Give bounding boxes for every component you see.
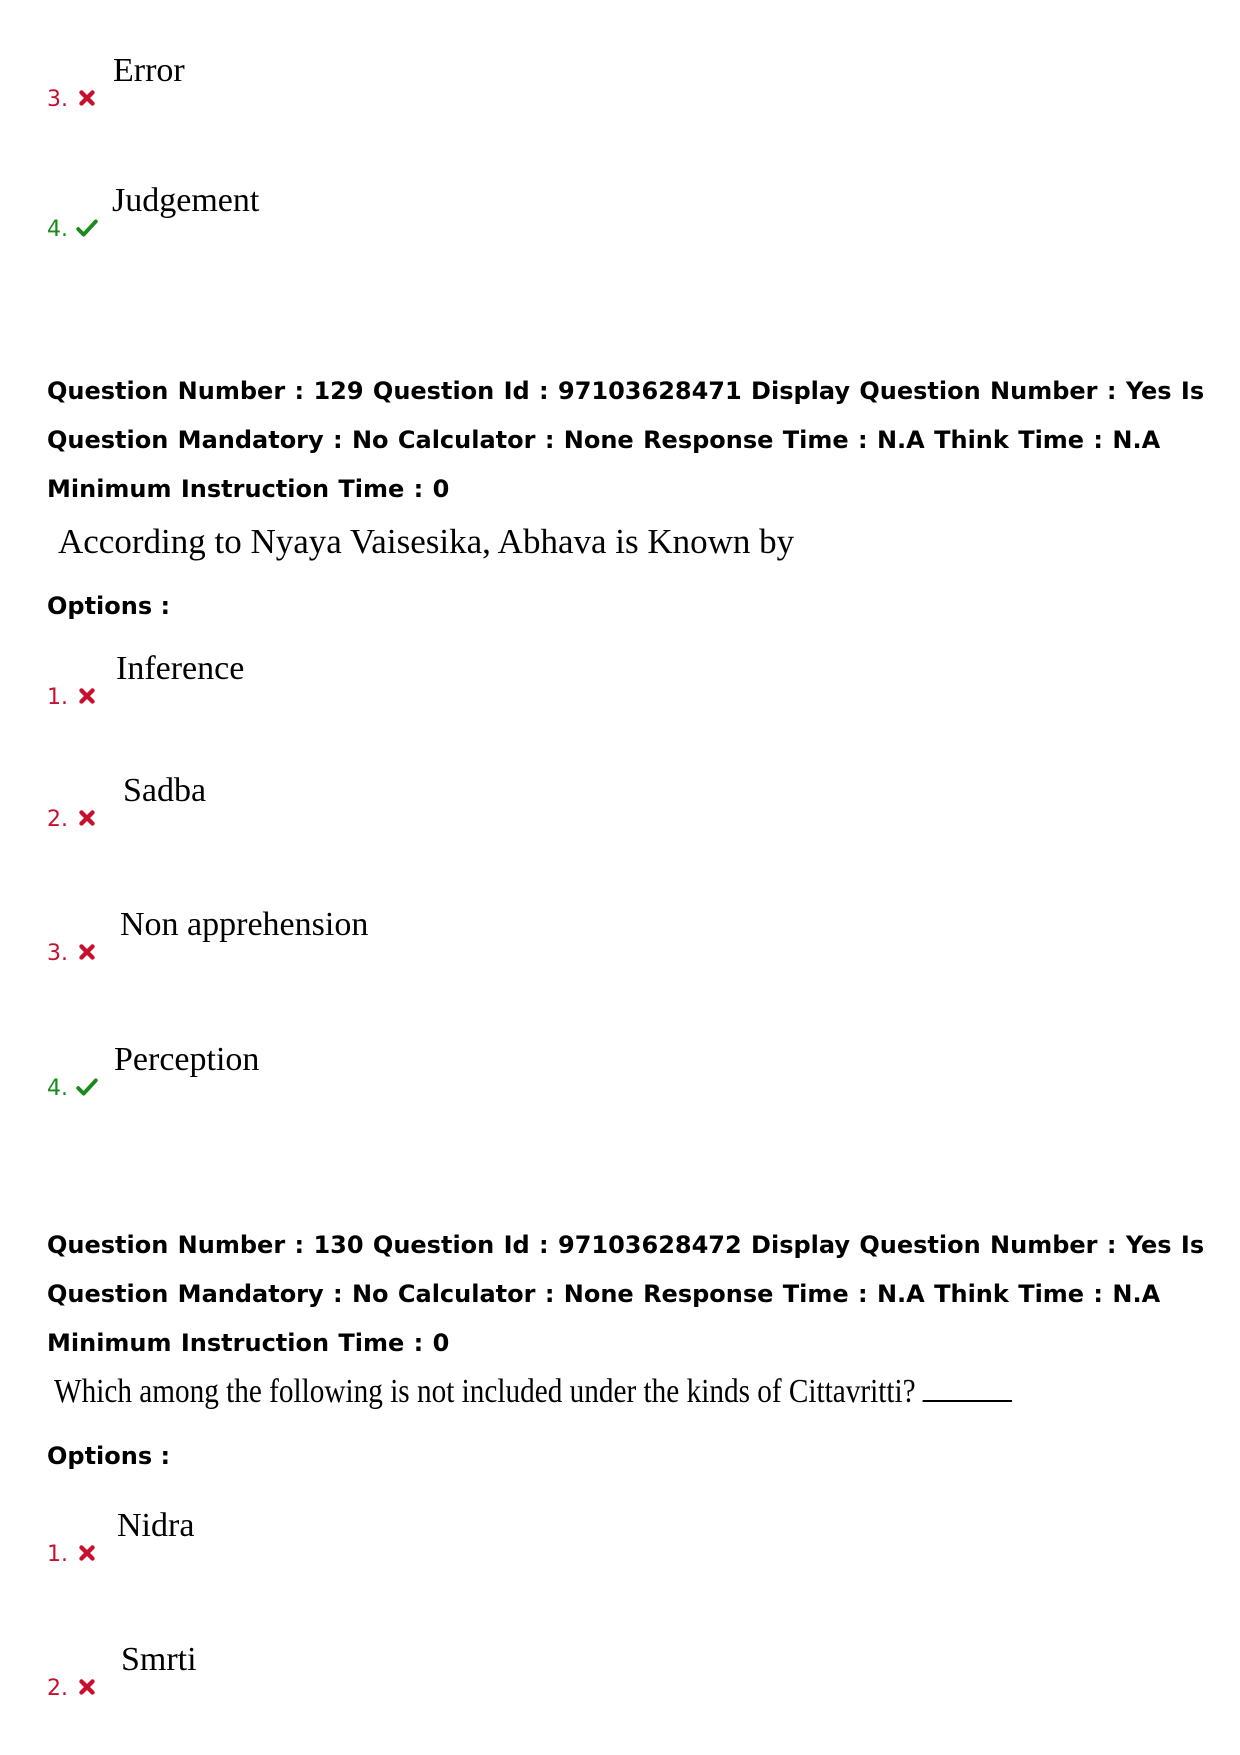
option-text: Perception: [114, 1041, 260, 1078]
answer-blank: [922, 1400, 1011, 1402]
options-label: Options :: [47, 1442, 171, 1470]
option-text: Inference: [116, 650, 245, 687]
question-text-content: Which among the following is not included under the kinds of Cittavritti?: [54, 1373, 916, 1410]
check-icon: [76, 217, 98, 239]
option-number: 1.: [47, 1542, 68, 1567]
option-item: [47, 182, 947, 242]
option-number: 3.: [47, 941, 68, 966]
option-number: 1.: [47, 685, 68, 710]
option-text: Nidra: [117, 1507, 195, 1544]
question-meta: Question Number : 129 Question Id : 97103628471 Display Question Number : Yes Is Question Mandatory : No Calculator : None Response Time : N.A Think Time : N.A Minimum Instruction Time : 0: [47, 377, 1205, 503]
options-label: Options :: [47, 592, 171, 620]
cross-icon: [76, 1676, 98, 1698]
option-item: [47, 1041, 947, 1101]
option-number: 3.: [47, 87, 68, 112]
option-number: 4.: [47, 1076, 68, 1101]
question-meta: Question Number : 130 Question Id : 97103628472 Display Question Number : Yes Is Question Mandatory : No Calculator : None Response Time : N.A Think Time : N.A Minimum Instruction Time : 0: [47, 1231, 1205, 1357]
cross-icon: [76, 87, 98, 109]
question-text: According to Nyaya Vaisesika, Abhava is Known by: [58, 522, 795, 561]
option-item: [47, 1507, 947, 1567]
option-item: [47, 52, 947, 112]
check-icon: [76, 1076, 98, 1098]
option-text: Judgement: [112, 182, 260, 219]
cross-icon: [76, 685, 98, 707]
option-item: [47, 1641, 947, 1701]
option-text: Non apprehension: [120, 906, 369, 943]
cross-icon: [76, 1542, 98, 1564]
option-number: 2.: [47, 807, 68, 832]
option-number: 4.: [47, 217, 68, 242]
option-text: Error: [113, 52, 185, 89]
cross-icon: [76, 941, 98, 963]
option-text: Smrti: [121, 1641, 197, 1678]
option-item: [47, 650, 947, 710]
option-number: 2.: [47, 1676, 68, 1701]
cross-icon: [76, 807, 98, 829]
option-item: [47, 772, 947, 832]
question-text: [54, 1373, 1012, 1411]
option-item: [47, 906, 947, 966]
option-text: Sadba: [123, 772, 207, 809]
